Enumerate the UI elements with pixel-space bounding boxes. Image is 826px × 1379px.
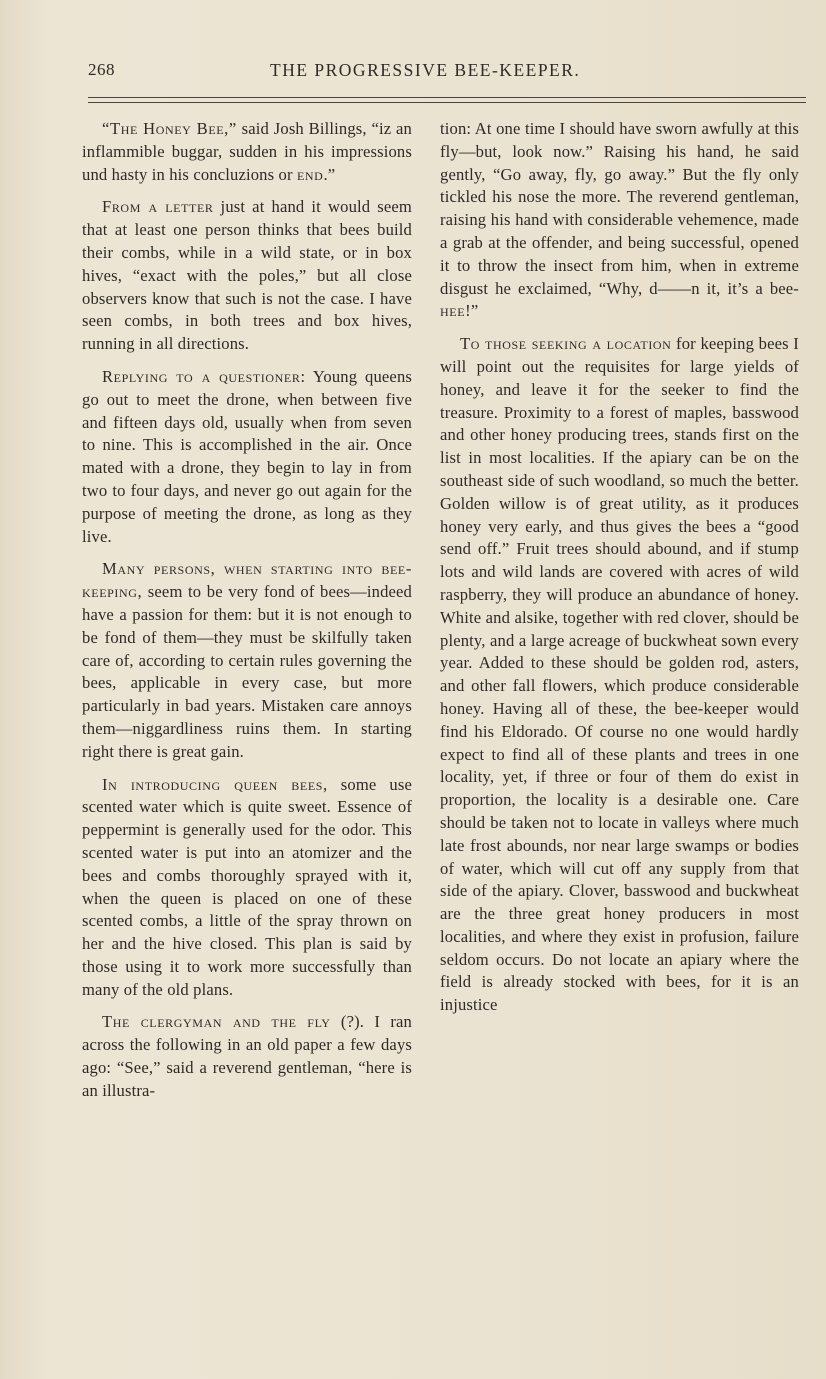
page-header [88, 58, 806, 88]
paragraph-close: !” [465, 301, 479, 321]
paragraph-text: for keeping bees I will point out the requisites for large yields of honey, and leave it for the seeker to find the treasure. Proximity to a forest of maples, basswood and other honey producing trees, stands first on the list in most localities. If the apiary can be on the southeast side of such woodland, so much the better. Golden willow is of great utility, as it produces honey very early, and thus gives the bees a “good send off.” Fruit trees should abound, and if stump lots and wild lands are covered with acres of wild raspberry, they will produce an abundance of honey. White and alsike, together with red clover, should be plenty, and a large acreage of buckwheat sown every year. Added to these should be golden rod, asters, and other fall flowers, which produce considerable honey. Having all of these, the bee-keeper would find his Eldorado. Of course no one would hardly expect to find all of these plants and trees in one locality, yet, if three or four of them do exist in proportion, the locality is a desirable one. Care should be taken not to locate in valleys where much late frost abounds, nor near large swamps or bodies of water, which will cut off any supply from that side of the apiary. Clover, basswood and buckwheat are the three great honey producers in most localities, and where they exist in profusion, failure seldom occurs. Do not locate an apiary where the field is already stocked with bees, for it is an injustice [440, 334, 799, 1015]
paragraph-text: tion: At one time I should have sworn awfully at this fly—but, look now.” Raising his hand, he said gently, “Go away, fly, go away.” But the fly only tickled his nose the more. The reverend gentleman, raising his hand with considerable vehemence, made a grab at the offender, and being successful, opened it to throw the insect from him, when in extreme disgust he exclaimed, “Why, d——n it, it’s a bee- [440, 119, 799, 298]
paragraph-seeking-location [440, 333, 799, 1017]
paragraph-many-persons [82, 558, 412, 763]
header-rule-top [88, 97, 806, 98]
paragraph-honey-bee [82, 118, 412, 186]
paragraph-end: end [296, 164, 324, 184]
paragraph-lead: From a letter [102, 197, 214, 217]
header-rule-bottom [88, 102, 806, 103]
paragraph-clergyman [82, 1011, 412, 1102]
paragraph-end: hee [440, 301, 466, 321]
paragraph-lead: To those seeking a location [460, 334, 672, 354]
paragraph-close: .” [323, 164, 336, 184]
paragraph-introducing-queens [82, 774, 412, 1002]
running-title: THE PROGRESSIVE BEE-KEEPER. [270, 60, 581, 80]
paragraph-text: said Josh Billings, “iz an inflammible buggar, sudden in his impressions und hasty in his concluzions or [82, 119, 412, 184]
paragraph-clergyman-continued [440, 118, 799, 323]
right-column [440, 118, 799, 1027]
paragraph-text: seem to be very fond of bees—indeed have a passion for them: but it is not enough to be fond of them—they must be skilfully taken care of, according to certain rules governing the bees, applicable in every case, but more particularly in bad years. Mistaken care annoys them—niggardliness ruins them. In starting right there is great gain. [82, 582, 412, 761]
paragraph-from-a-letter [82, 196, 412, 356]
paragraph-text: some use scented water which is quite sweet. Essence of peppermint is generally used for the odor. This scented water is put into an atomizer and the bees and combs thoroughly sprayed with it, when the queen is placed on one of these scented combs, a little of the spray thrown on her and the hive closed. This plan is said by those using it to work more successfully than many of the old plans. [82, 774, 412, 999]
paragraph-text: just at hand it would seem that at least one person thinks that bees build their combs, while in a wild state, or in box hives, “exact with the poles,” but all close observers know that such is not the case. I have seen combs, in both trees and box hives, running in all directions. [82, 197, 412, 354]
paragraph-replying [82, 366, 412, 548]
page-number: 268 [88, 60, 115, 79]
paragraph-text: Young queens go out to meet the drone, when between five and fifteen days old, usually when from seven to nine. This is accomplished in the air. Once mated with a drone, they begin to lay in from two to four days, and never go out again for the purpose of meeting the drone, as long as they live. [82, 366, 413, 546]
paragraph-lead: The clergyman and the fly [102, 1012, 331, 1032]
paragraph-lead: Replying to a questioner: [102, 366, 306, 386]
paragraph-lead: “The Honey Bee,” [102, 119, 237, 138]
paragraph-lead: Many persons, when starting into bee-keeping, [82, 559, 412, 602]
paragraph-text: (?). I ran across the following in an old paper a few days ago: “See,” said a reverend gentleman, “here is an illustra- [82, 1012, 412, 1100]
left-column [82, 118, 412, 1113]
paragraph-lead: In introducing queen bees, [102, 774, 328, 794]
